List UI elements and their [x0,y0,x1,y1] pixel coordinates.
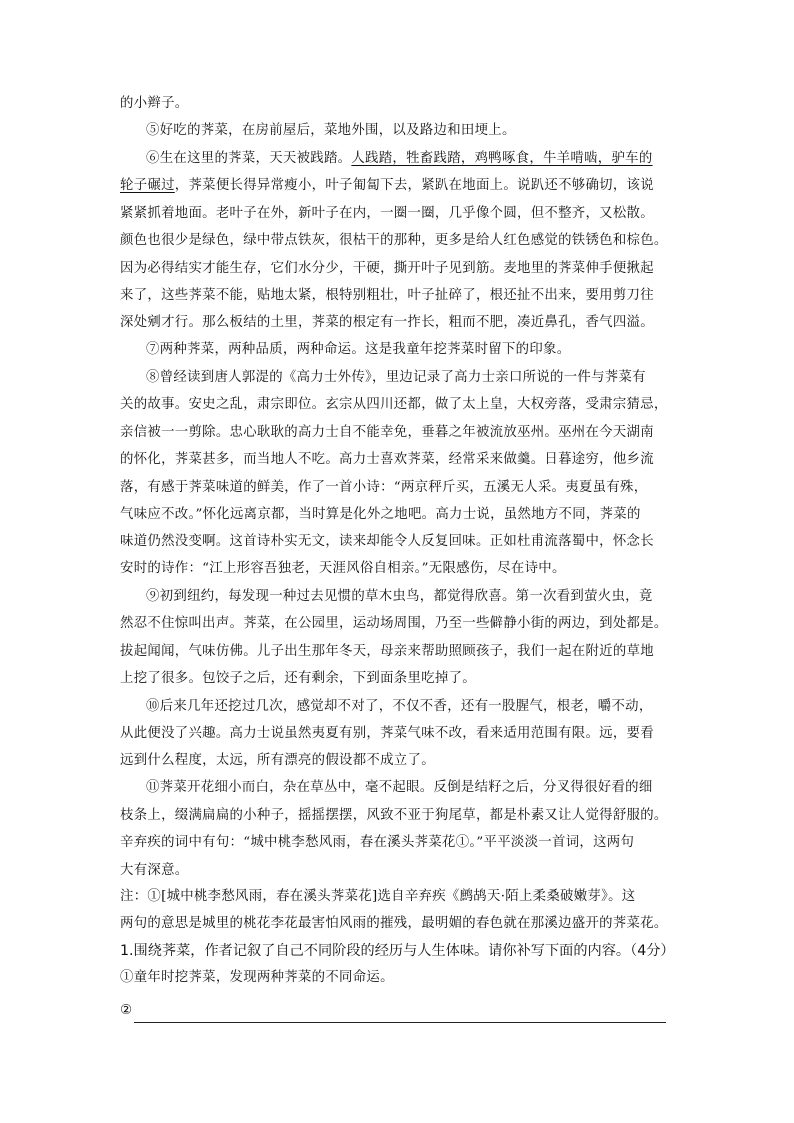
answer-item-1: ①童年时挖荠菜，发现两种荠菜的不同命运。 [120,970,394,985]
text-line: 从此便没了兴趣。高力士说虽然夷夏有别，荠菜气味不改，看来适用范围有限。远，要看 [120,726,654,741]
paragraph-11: ⑪荠菜开花细小而白，杂在草丛中，毫不起眼。反倒是结籽之后，分叉得很好看的细 [146,780,653,795]
text-line: 颜色也很少是绿色，绿中带点铁灰，很枯干的那种，更多是给人红色感觉的铁锈色和棕色。 [120,233,668,248]
footnote-line: 两句的意思是城里的桃花李花最害怕风雨的摧残，最明媚的春色就在那溪边盛开的荠菜花。 [120,916,668,931]
text-line: 气味应不改。”怀化远离京都，当时算是化外之地吧。高力士说，虽然地方不同，荠菜的 [120,507,641,522]
text-line: 来了，这些荠菜不能，贴地太紧，根特别粗壮，叶子扯碎了，根还扯不出来，要用剪刀往 [120,288,654,303]
text-line: 亲信被一一剪除。忠心耿耿的高力士自不能幸免，垂暮之年被流放巫州。巫州在今天湖南 [120,425,654,440]
text-line: 深处剜才行。那么板结的土里，荠菜的根定有一拃长，粗而不肥，凑近鼻孔，香气四溢。 [120,315,654,330]
paragraph-7: ⑦两种荠菜，两种品质，两种命运。这是我童年挖荠菜时留下的印象。 [146,342,571,357]
text-segment: ⑥生在这里的荠菜，天天被践踏。 [146,151,352,166]
text-line: 拔起闻闻，气味仿佛。儿子出生那年冬天，母亲来帮助照顾孩子，我们一起在附近的草地 [120,644,654,659]
text-line: 关的故事。安史之乱，肃宗即位。玄宗从四川还都，做了太上皇，大权旁落，受肃宗猜忌， [120,397,668,412]
question-stem: 1.围绕荠菜，作者记叙了自己不同阶段的经历与人生体味。请你补写下面的内容。（4分） [120,943,675,959]
text-line: 上挖了很多。包饺子之后，还有剩余，下到面条里吃掉了。 [120,671,476,686]
text-line: 枝条上，缀满扁扁的小种子，摇摇摆摆，风致不亚于狗尾草，都是朴素又让人觉得舒服的。 [120,808,668,823]
paragraph-6-line [120,176,654,196]
text-line: 远到什么程度，太远，所有漂亮的假设都不成立了。 [120,753,435,768]
text-line: 味道仍然没变啊。这首诗朴实无文，读来却能令人反复回味。正如杜甫流落蜀中，怀念长 [120,534,654,549]
text-line: 的怀化，荠菜甚多，而当地人不吃。高力士喜欢荠菜，经常采来做羹。日暮途穷，他乡流 [120,452,654,467]
paragraph-8: ⑧曾经读到唐人郭湜的《高力士外传》，里边记录了高力士亲口所说的一件与荠菜有 [146,370,646,385]
paragraph-9: ⑨初到纽约，每发现一种过去见惯的草木虫鸟，都觉得欣喜。第一次看到萤火虫，竟 [146,589,653,604]
underlined-phrase: 轮子碾过 [120,178,175,193]
underlined-phrase: 人践踏，牲畜践踏，鸡鸭啄食，牛羊啃啮，驴车的 [351,151,653,166]
paragraph-10: ⑩后来几年还挖过几次，感觉却不对了，不仅不香，还有一股腥气，根老，嚼不动， [146,699,653,714]
text-line: 然忍不住惊叫出声。荠菜，在公园里，运动场周围，乃至一些僻静小街的两边，到处都是。 [120,616,668,631]
footnote-line: 注：①[城中桃李愁风雨，春在溪头荠菜花]选自辛弃疾《鹧鸪天·陌上柔桑破嫩芽》。这 [120,889,636,904]
text-line: 紧紧抓着地面。老叶子在外，新叶子在内，一圈一圈，几乎像个圆，但不整齐，又松散。 [120,206,654,221]
paragraph-6-line [146,149,653,169]
text-line: 落，有感于荠菜味道的鲜美，作了一首小诗：“两京秤斤买，五溪无人采。夷夏虽有殊， [120,480,648,495]
text-line: 辛弃疾的词中有句：“城中桃李愁风雨，春在溪头荠菜花①。”平平淡淡一首词，这两句 [120,835,635,850]
paragraph-5: ⑤好吃的荠菜，在房前屋后，菜地外围，以及路边和田埂上。 [146,123,516,138]
text-line: 安时的诗作：“江上形容吾独老，天涯风俗自相亲。”无限感伤，尽在诗中。 [120,561,566,576]
text-line: 大有深意。 [120,863,189,878]
text-line: 的小辫子。 [120,96,189,111]
text-line: 因为必得结实才能生存，它们水分少，干硬，撕开叶子见到筋。麦地里的荠菜伸手便揪起 [120,261,654,276]
answer-blank-line[interactable] [134,1022,666,1023]
text-segment: ，荠菜便长得异常瘦小，叶子匍匐下去，紧趴在地面上。说趴还不够确切，该说 [174,178,654,193]
answer-item-2-label: ② [120,1003,133,1018]
